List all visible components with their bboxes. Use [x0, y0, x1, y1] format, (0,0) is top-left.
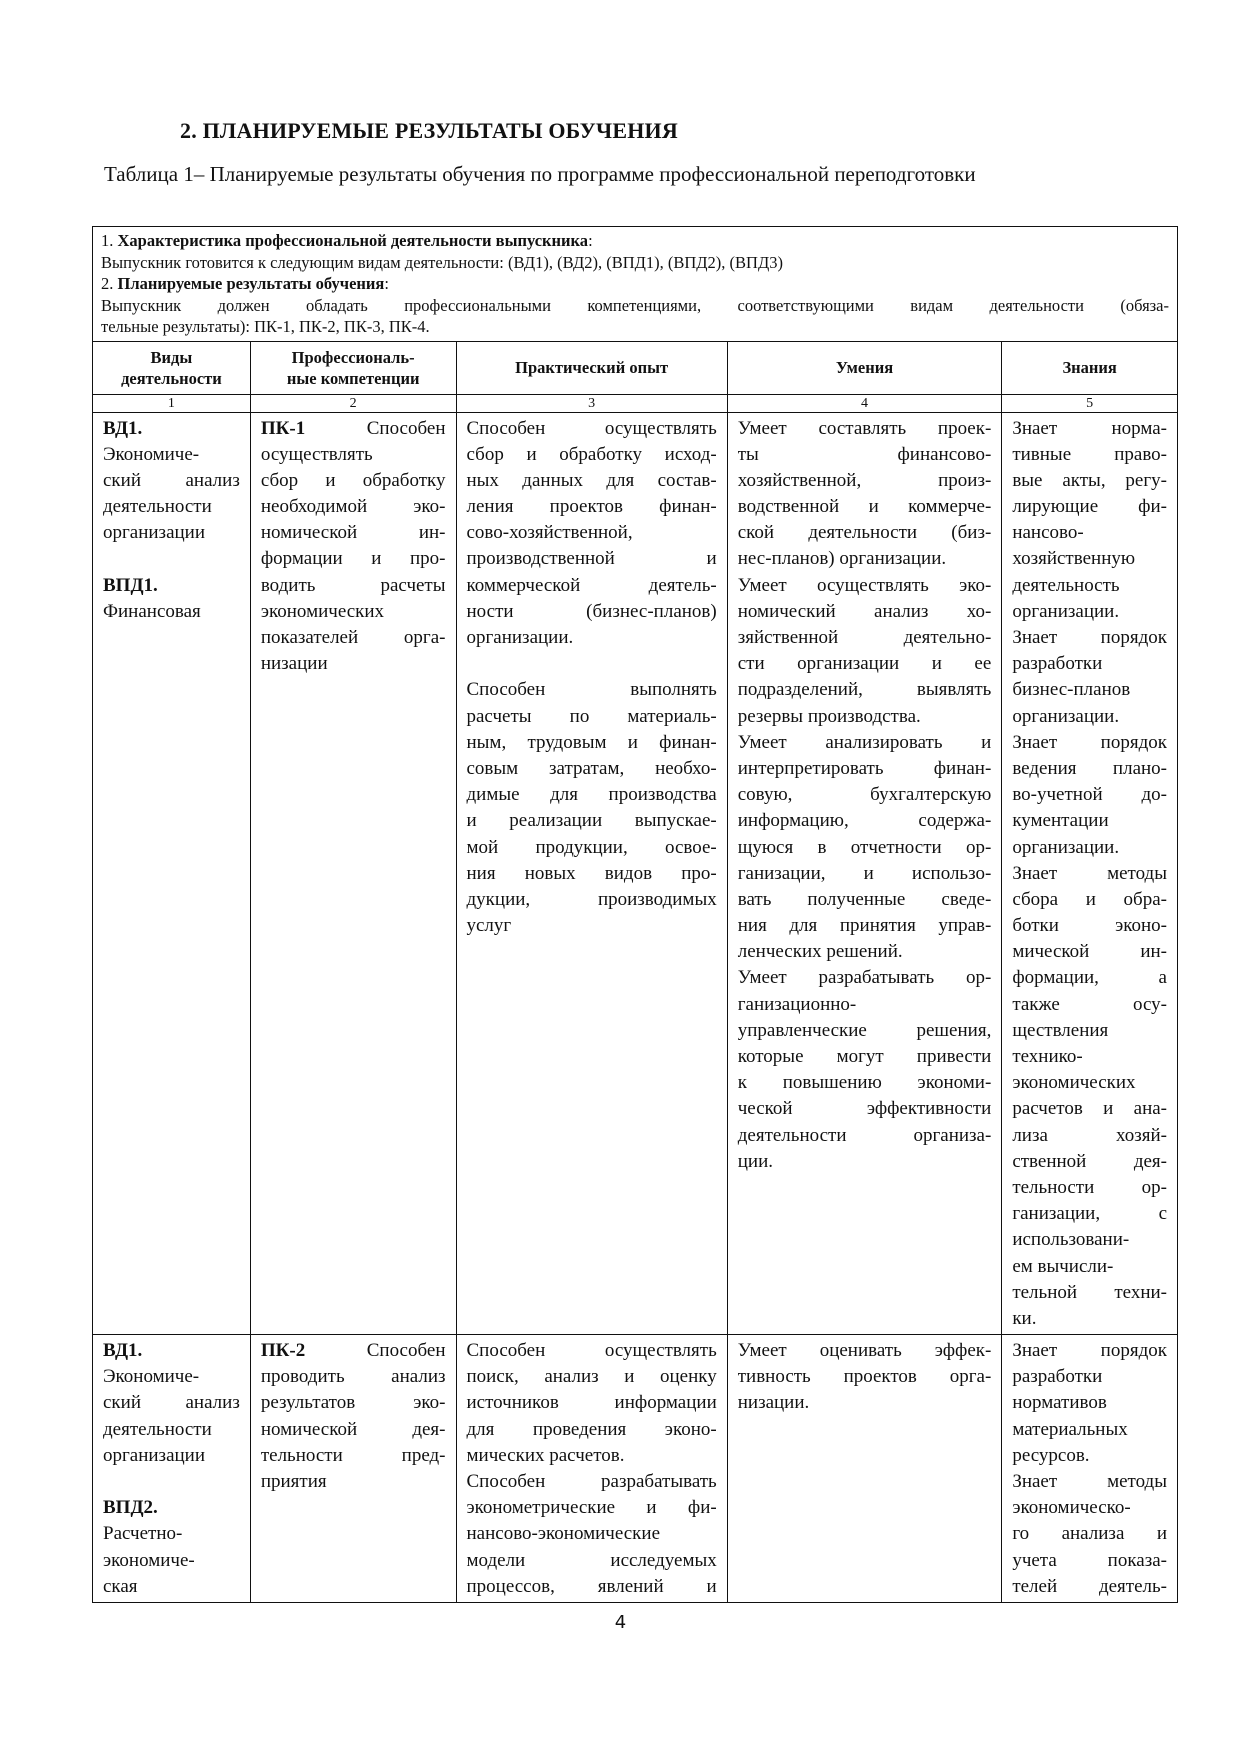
- intro-item-2-text-line-2: тельные результаты): ПК-1, ПК-2, ПК-3, ПК-4.: [101, 317, 430, 336]
- experience-line: ным, трудовым и финан-: [466, 731, 717, 753]
- activity-line: ская: [103, 1575, 138, 1597]
- knowledge-line: учета показа-: [1012, 1549, 1167, 1571]
- column-number-4: 4: [727, 394, 1002, 412]
- skills-line: ния для принятия управ-: [737, 915, 992, 937]
- experience-line: ления проектов финан-: [466, 496, 717, 518]
- knowledge-line: ботки эконо-: [1012, 915, 1167, 937]
- knowledge-line: ственной дея-: [1012, 1150, 1167, 1172]
- column-header-line: Профессиональ-: [291, 347, 415, 367]
- competence-code: ПК-2: [260, 1340, 306, 1362]
- spacer: [103, 1469, 240, 1495]
- knowledge-line: разработки: [1012, 653, 1103, 675]
- spacer: [103, 546, 240, 572]
- experience-line: расчеты по материаль-: [466, 705, 717, 727]
- skills-line: Умеет составлять проек-: [737, 417, 992, 439]
- knowledge-line: тельной техни-: [1012, 1281, 1167, 1303]
- column-header-line: Практический опыт: [515, 358, 669, 377]
- column-header-3: [456, 341, 727, 394]
- skills-line: к повышению экономи-: [737, 1072, 992, 1094]
- experience-line: эконометрические и фи-: [466, 1497, 717, 1519]
- knowledge-line: материальных: [1012, 1418, 1128, 1440]
- intro-item-2-heading: [101, 273, 1169, 295]
- knowledge-line: бизнес-планов: [1012, 679, 1131, 701]
- experience-line: коммерческой деятель-: [466, 574, 717, 596]
- section-title: 2. ПЛАНИРУЕМЫЕ РЕЗУЛЬТАТЫ ОБУЧЕНИЯ: [180, 118, 678, 143]
- skills-line: ции.: [737, 1150, 773, 1172]
- skills-line: тивность проектов орга-: [737, 1366, 992, 1388]
- knowledge-line: лиза хозяй-: [1012, 1124, 1167, 1146]
- knowledge-line: кументации: [1012, 810, 1109, 832]
- experience-line: ности (бизнес-планов): [466, 600, 717, 622]
- knowledge-line: ведения плано-: [1012, 757, 1167, 779]
- skills-line: ской деятельности (биз-: [737, 522, 992, 544]
- competence-line: сбор и обработку: [260, 469, 446, 491]
- table-row: [93, 1335, 1178, 1603]
- skills-line: нес-планов) организации.: [737, 548, 947, 570]
- competence-line: экономических: [260, 600, 385, 622]
- learning-outcomes-table: [92, 226, 1178, 1603]
- table-body: [93, 412, 1178, 1602]
- experience-cell: [456, 1335, 727, 1603]
- activity-code: ВПД1.: [103, 574, 158, 596]
- competence-line: необходимой эко-: [260, 496, 446, 518]
- competence-line: приятия: [260, 1471, 327, 1492]
- knowledge-line: лирующие фи-: [1012, 496, 1167, 518]
- skills-line: ческой эффективности: [737, 1098, 992, 1120]
- intro-item-2-title: Планируемые результаты обучения: [117, 274, 385, 293]
- activity-line: Экономиче-: [103, 443, 200, 465]
- intro-item-1-title: Характеристика профессиональной деятельности выпускника: [117, 231, 589, 250]
- skills-line: совую, бухгалтерскую: [737, 784, 992, 806]
- knowledge-cell: [1002, 412, 1178, 1335]
- skills-line: щуюся в отчетности ор-: [737, 836, 992, 858]
- intro-row: [93, 227, 1178, 342]
- competence-line: водить расчеты: [260, 574, 446, 596]
- competence-cell: [250, 1335, 456, 1603]
- experience-line: ных данных для состав-: [466, 469, 717, 491]
- skills-line: которые могут привести: [737, 1046, 992, 1067]
- intro-item-2-colon: :: [384, 274, 389, 293]
- competence-line: показателей орга-: [260, 627, 446, 648]
- column-number-1: 1: [93, 394, 251, 412]
- activity-line: ский анализ: [103, 1392, 240, 1414]
- knowledge-line: вые акты, регу-: [1012, 469, 1167, 491]
- competence-line: номической ин-: [260, 522, 446, 544]
- skills-line: сти организации и ее: [737, 653, 992, 675]
- competence-line: низации: [260, 653, 328, 675]
- page-number: 4: [614, 1612, 627, 1633]
- skills-line: Умеет анализировать и: [737, 731, 992, 753]
- knowledge-line: Знает порядок: [1012, 627, 1167, 648]
- knowledge-line: технико-: [1012, 1046, 1083, 1067]
- knowledge-line: организации.: [1012, 836, 1120, 858]
- column-header-line: деятельности: [121, 368, 222, 388]
- column-header-line: Умения: [835, 358, 894, 377]
- skills-line: ленческих решений.: [737, 941, 903, 963]
- activity-line: Расчетно-: [103, 1523, 183, 1545]
- skills-line: ты финансово-: [737, 443, 992, 465]
- knowledge-line: Знает методы: [1012, 862, 1167, 884]
- knowledge-line: расчетов и ана-: [1012, 1098, 1167, 1120]
- competence-first-line-text: Способен: [366, 1340, 446, 1362]
- knowledge-line: экономическо-: [1012, 1497, 1131, 1519]
- skills-line: управленческие решения,: [737, 1019, 992, 1041]
- skills-line: интерпретировать финан-: [737, 757, 992, 779]
- intro-item-2-text-line-1: Выпускник должен обладать профессиональными компетенциями, соответствующими видам деятельности (обяза-: [101, 295, 1169, 315]
- knowledge-line: ки.: [1012, 1307, 1037, 1329]
- table-caption: Таблица 1– Планируемые результаты обучения по программе профессиональной переподготовки: [104, 162, 976, 186]
- experience-line: Способен выполнять: [466, 679, 717, 701]
- table-row: [93, 412, 1178, 1335]
- experience-line: для проведения эконо-: [466, 1418, 717, 1440]
- competence-line: осуществлять: [260, 443, 373, 465]
- knowledge-line: формации, а: [1012, 967, 1167, 989]
- activity-cell: [93, 412, 251, 1335]
- experience-line: сбор и обработку исход-: [466, 443, 717, 465]
- experience-cell: [456, 412, 727, 1335]
- knowledge-line: Знает методы: [1012, 1471, 1167, 1492]
- activity-line: Экономиче-: [103, 1366, 200, 1388]
- intro-item-1-heading: [101, 230, 1169, 252]
- knowledge-line: Знает норма-: [1012, 417, 1167, 439]
- column-header-line: Знания: [1062, 358, 1117, 377]
- knowledge-line: организации.: [1012, 705, 1120, 727]
- intro-item-1-colon: :: [588, 231, 593, 250]
- skills-line: зяйственной деятельно-: [737, 627, 992, 648]
- knowledge-line: нансово-: [1012, 522, 1084, 544]
- experience-line: ния новых видов про-: [466, 862, 717, 884]
- knowledge-cell: [1002, 1335, 1178, 1603]
- competence-line: формации и про-: [260, 548, 446, 570]
- competence-first-line: [261, 416, 446, 442]
- experience-line: дукции, производимых: [466, 888, 717, 910]
- skills-line: Умеет оценивать эффек-: [737, 1340, 992, 1362]
- activity-line: деятельности: [103, 496, 212, 518]
- skills-line: информацию, содержа-: [737, 810, 992, 832]
- competence-code: ПК-1: [260, 417, 306, 439]
- column-number-2: 2: [250, 394, 456, 412]
- skills-line: вать полученные сведе-: [737, 888, 992, 910]
- knowledge-line: тивные право-: [1012, 443, 1167, 465]
- experience-line: организации.: [466, 627, 574, 648]
- experience-line: мических расчетов.: [466, 1444, 625, 1466]
- knowledge-line: также осу-: [1012, 993, 1167, 1015]
- experience-line: поиск, анализ и оценку: [466, 1366, 717, 1388]
- experience-line: сово-хозяйственной,: [466, 522, 633, 544]
- knowledge-line: телей деятель-: [1012, 1575, 1167, 1597]
- competence-first-line: [261, 1338, 446, 1364]
- experience-line: нансово-экономические: [466, 1523, 661, 1545]
- intro-item-1-text: Выпускник готовится к следующим видам деятельности: (ВД1), (ВД2), (ВПД1), (ВПД2), (ВПД3): [101, 252, 783, 272]
- skills-line: резервы производства.: [737, 705, 921, 727]
- spacer: [467, 651, 717, 677]
- skills-line: подразделений, выявлять: [737, 679, 992, 701]
- experience-line: димые для производства: [466, 784, 717, 806]
- knowledge-line: использовани-: [1012, 1229, 1130, 1251]
- column-header-4: [727, 341, 1002, 394]
- knowledge-line: разработки: [1012, 1366, 1103, 1388]
- competence-line: тельности пред-: [260, 1444, 446, 1466]
- skills-line: хозяйственной, произ-: [737, 469, 992, 491]
- experience-line: и реализации выпускае-: [466, 810, 717, 832]
- experience-line: совым затратам, необхо-: [466, 757, 717, 779]
- experience-line: Способен разрабатывать: [466, 1471, 717, 1492]
- knowledge-line: ганизации, с: [1012, 1203, 1167, 1225]
- knowledge-line: хозяйственную: [1012, 548, 1136, 570]
- column-number-row: [93, 394, 1178, 412]
- skills-cell: [727, 1335, 1002, 1603]
- knowledge-line: нормативов: [1012, 1392, 1107, 1414]
- experience-line: источников информации: [466, 1392, 717, 1414]
- knowledge-line: тельности ор-: [1012, 1176, 1167, 1198]
- activity-code: ВД1.: [103, 417, 143, 439]
- skills-line: деятельности организа-: [737, 1124, 992, 1146]
- experience-line: модели исследуемых: [466, 1549, 717, 1571]
- knowledge-line: ем вычисли-: [1012, 1255, 1114, 1277]
- intro-item-1-number: 1.: [101, 231, 118, 250]
- knowledge-line: сбора и обра-: [1012, 888, 1167, 910]
- knowledge-line: Знает порядок: [1012, 731, 1167, 753]
- experience-line: производственной и: [466, 548, 717, 570]
- activity-line: Финансовая: [103, 600, 201, 622]
- column-header-5: [1002, 341, 1178, 394]
- knowledge-line: ресурсов.: [1012, 1444, 1090, 1466]
- activity-line: экономиче-: [103, 1549, 195, 1571]
- column-number-5: 5: [1002, 394, 1178, 412]
- competence-cell: [250, 412, 456, 1335]
- header-row: [93, 341, 1178, 394]
- intro-item-2-number: 2.: [101, 274, 118, 293]
- knowledge-line: деятельность: [1012, 574, 1120, 596]
- knowledge-line: Знает порядок: [1012, 1340, 1167, 1362]
- skills-line: номический анализ хо-: [737, 600, 992, 622]
- knowledge-line: ществления: [1012, 1019, 1109, 1041]
- experience-line: процессов, явлений и: [466, 1575, 717, 1597]
- skills-line: ганизационно-: [737, 993, 857, 1015]
- skills-line: водственной и коммерче-: [737, 496, 992, 518]
- skills-line: ганизации, и использо-: [737, 862, 992, 884]
- competence-line: номической дея-: [260, 1418, 446, 1440]
- knowledge-line: мической ин-: [1012, 941, 1167, 963]
- activity-code: ВПД2.: [103, 1497, 158, 1519]
- activity-cell: [93, 1335, 251, 1603]
- column-header-line: Виды: [150, 347, 193, 367]
- competence-first-line-text: Способен: [366, 417, 446, 439]
- intro-cell: [93, 227, 1178, 342]
- knowledge-line: го анализа и: [1012, 1523, 1167, 1545]
- knowledge-line: экономических: [1012, 1072, 1136, 1094]
- column-header-line: ные компетенции: [286, 368, 420, 388]
- competence-line: проводить анализ: [260, 1366, 446, 1388]
- column-header-2: [250, 341, 456, 394]
- skills-cell: [727, 412, 1002, 1335]
- activity-line: организации: [103, 1444, 206, 1466]
- column-header-1: [93, 341, 251, 394]
- activity-code: ВД1.: [103, 1340, 143, 1362]
- experience-line: Способен осуществлять: [466, 417, 717, 439]
- competence-line: результатов эко-: [260, 1392, 446, 1414]
- skills-line: Умеет разрабатывать ор-: [737, 967, 992, 989]
- activity-line: организации: [103, 522, 206, 544]
- activity-line: деятельности: [103, 1418, 212, 1440]
- experience-line: услуг: [466, 915, 512, 937]
- column-number-3: 3: [456, 394, 727, 412]
- skills-line: Умеет осуществлять эко-: [737, 574, 992, 596]
- knowledge-line: организации.: [1012, 600, 1120, 622]
- experience-line: мой продукции, освое-: [466, 836, 717, 858]
- skills-line: низации.: [737, 1392, 810, 1414]
- activity-line: ский анализ: [103, 469, 240, 491]
- knowledge-line: во-учетной до-: [1012, 784, 1167, 806]
- experience-line: Способен осуществлять: [466, 1340, 717, 1362]
